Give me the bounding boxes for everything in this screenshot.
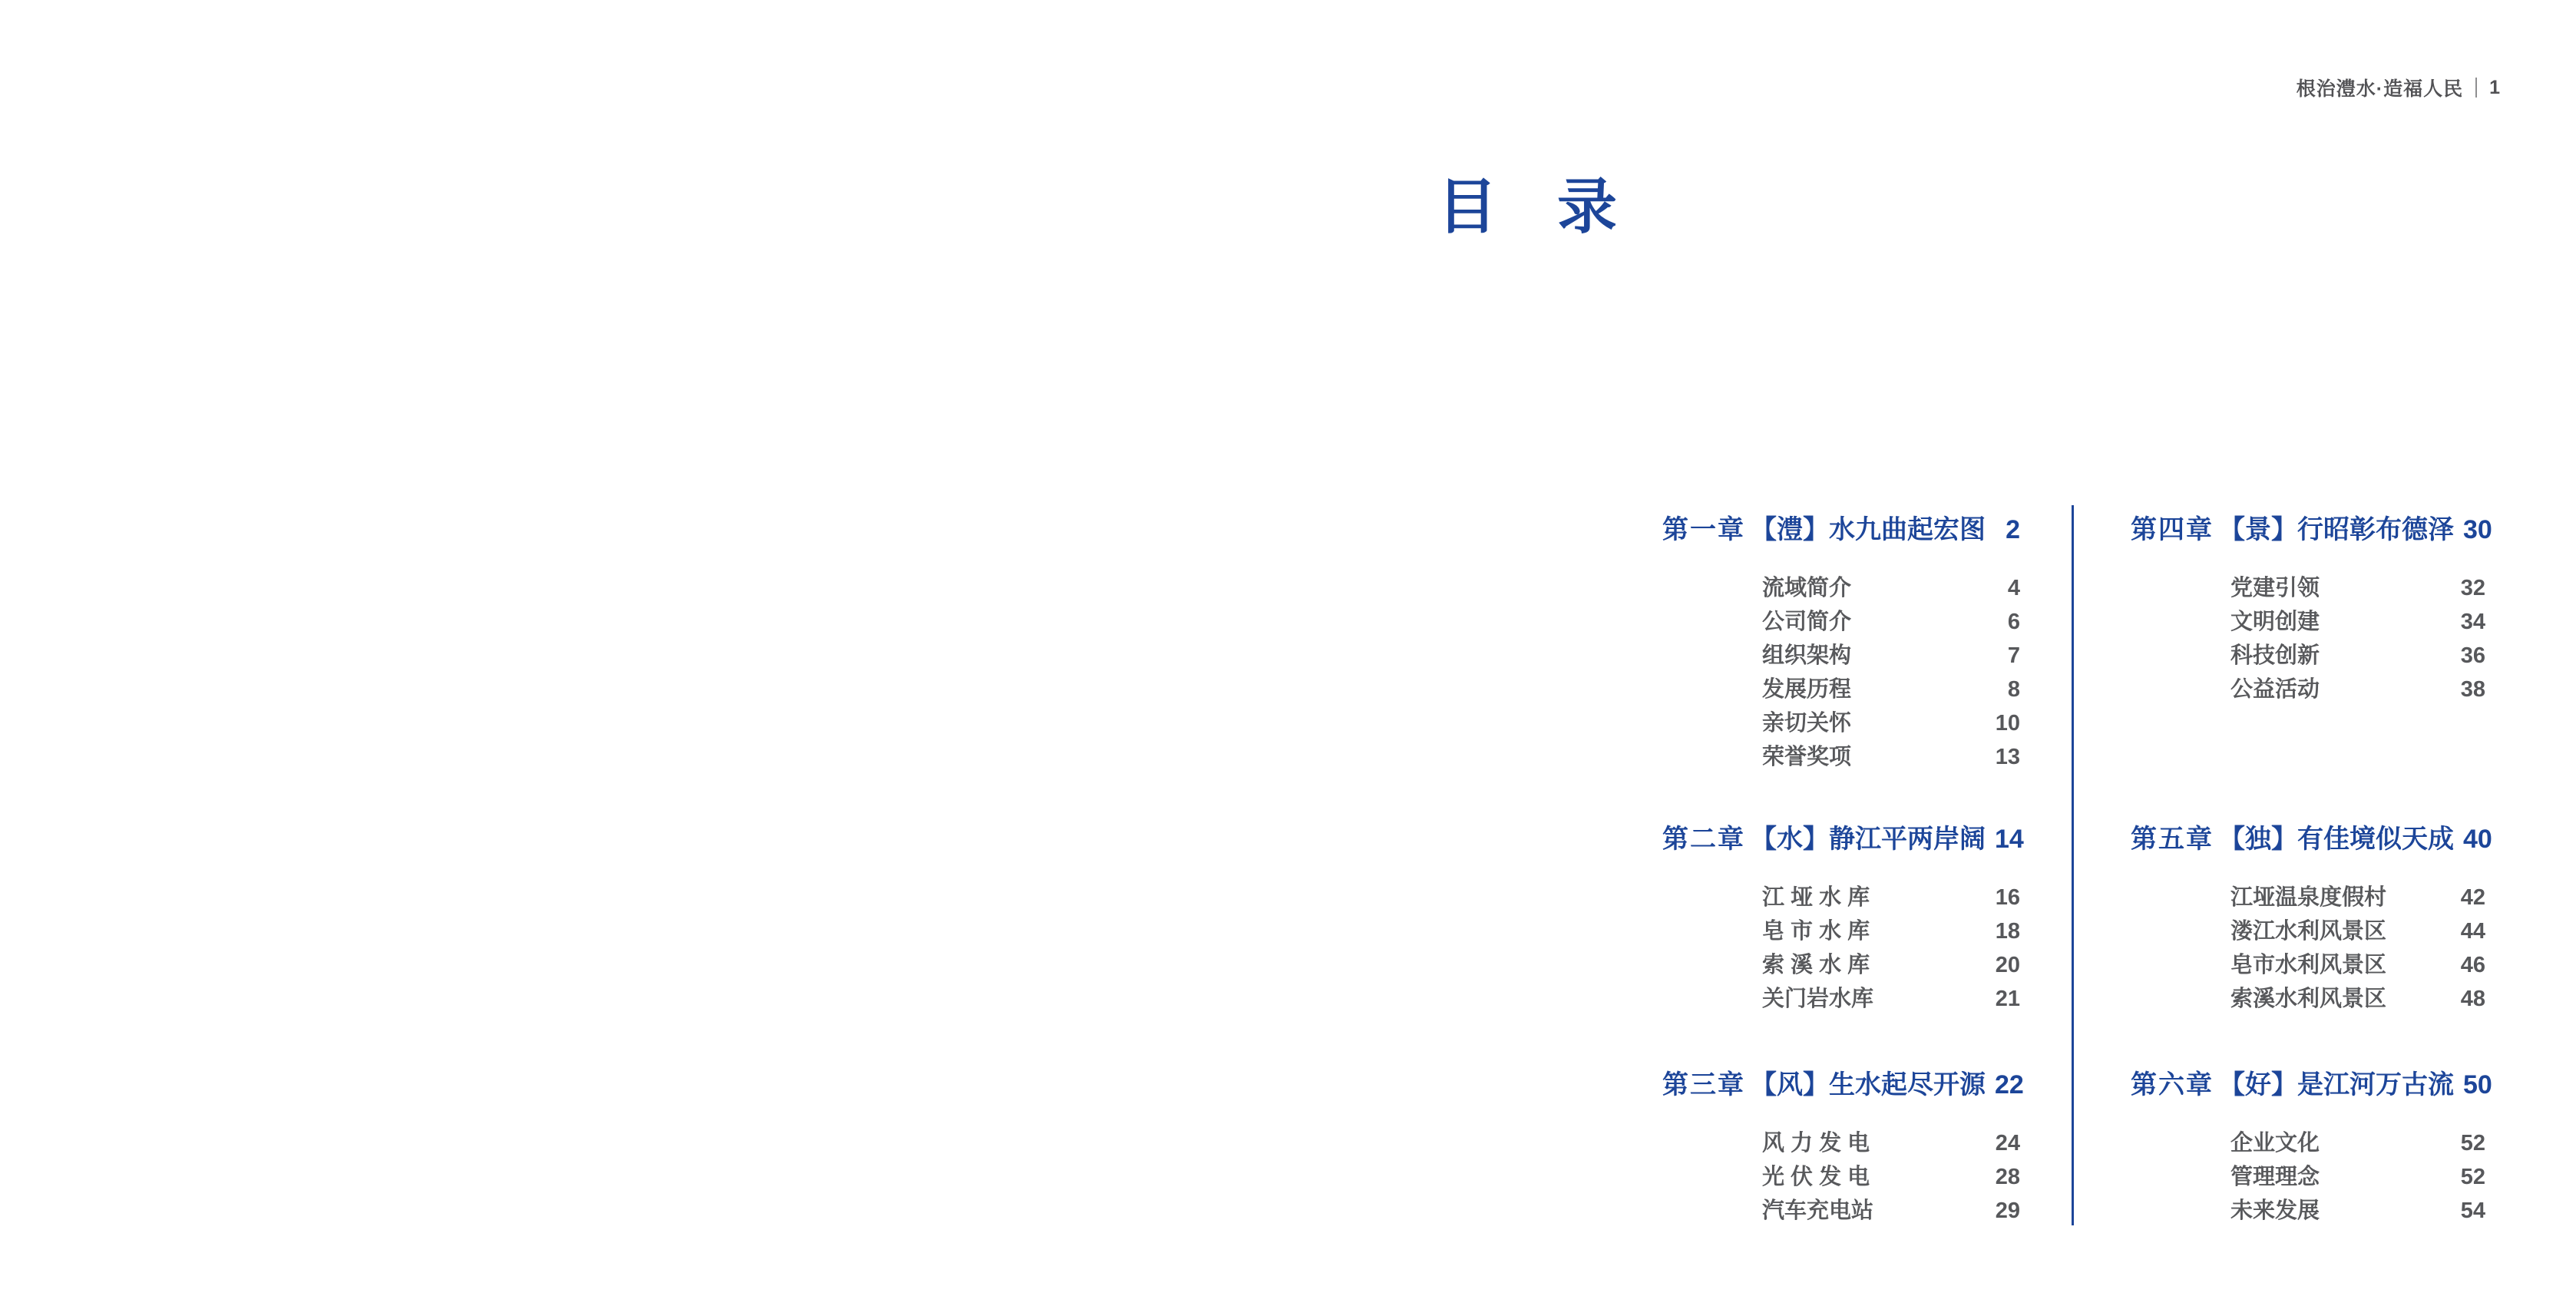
item-page-number: 20 xyxy=(1995,953,2020,977)
item-label: 公益活动 xyxy=(2230,677,2320,702)
item-label: 关门岩水库 xyxy=(1762,987,1874,1011)
toc-chapter-1 xyxy=(1662,514,2020,774)
item-page-number: 24 xyxy=(1995,1131,2020,1156)
toc-item[interactable] xyxy=(1762,639,2020,673)
toc-item[interactable] xyxy=(2230,881,2485,914)
item-label: 汽车充电站 xyxy=(1762,1199,1874,1223)
toc-item[interactable] xyxy=(1762,740,2020,774)
column-divider xyxy=(2072,505,2074,1225)
item-page-number: 46 xyxy=(2460,953,2485,977)
toc-item[interactable] xyxy=(2230,571,2485,605)
item-page-number: 10 xyxy=(1995,711,2020,736)
toc-item[interactable] xyxy=(1762,605,2020,639)
item-label: 党建引领 xyxy=(2230,576,2320,600)
header-slogan: 根治澧水·造福人民 xyxy=(2296,78,2464,100)
toc-chapter-2 xyxy=(1662,824,2024,1016)
item-page-number: 16 xyxy=(1995,885,2020,910)
chapter-page-number: 50 xyxy=(2463,1070,2492,1099)
item-page-number: 18 xyxy=(1995,919,2020,944)
toc-item[interactable] xyxy=(2230,673,2485,706)
item-label: 江垭温泉度假村 xyxy=(2230,885,2387,910)
item-label: 未来发展 xyxy=(2230,1199,2320,1223)
toc-item[interactable] xyxy=(1762,914,2020,948)
chapter-title: 【好】是江河万古流 xyxy=(2219,1070,2454,1099)
item-label: 风 力 发 电 xyxy=(1762,1131,1870,1156)
toc-item[interactable] xyxy=(1762,948,2020,982)
item-label: 江 垭 水 库 xyxy=(1762,885,1870,910)
toc-item[interactable] xyxy=(1762,1126,2020,1160)
toc-item[interactable] xyxy=(2230,948,2485,982)
item-label: 索 溪 水 库 xyxy=(1762,953,1870,977)
toc-chapter-6 xyxy=(2131,1070,2492,1228)
item-label: 荣誉奖项 xyxy=(1762,745,1852,769)
item-label: 公司简介 xyxy=(1762,610,1852,634)
item-label: 皂市水利风景区 xyxy=(2230,953,2387,977)
item-page-number: 6 xyxy=(2007,610,2020,634)
chapter-title: 【澧】水九曲起宏图 xyxy=(1751,515,1986,544)
item-page-number: 32 xyxy=(2460,576,2485,600)
chapter-label: 第三章 xyxy=(1662,1070,1745,1099)
item-label: 企业文化 xyxy=(2230,1131,2320,1156)
toc-item[interactable] xyxy=(1762,706,2020,740)
chapter-page-number: 40 xyxy=(2463,825,2492,854)
chapter-heading[interactable] xyxy=(2131,1070,2492,1100)
chapter-title: 【水】静江平两岸阔 xyxy=(1751,825,1986,854)
chapter-title: 【景】行昭彰布德泽 xyxy=(2219,515,2454,544)
item-page-number: 54 xyxy=(2460,1199,2485,1223)
chapter-heading[interactable] xyxy=(1662,1070,2024,1100)
chapter-label: 第二章 xyxy=(1662,825,1745,854)
toc-item[interactable] xyxy=(1762,982,2020,1016)
chapter-label: 第六章 xyxy=(2131,1070,2214,1099)
chapter-page-number: 14 xyxy=(1995,825,2024,854)
item-page-number: 29 xyxy=(1995,1199,2020,1223)
item-label: 流域简介 xyxy=(1762,576,1852,600)
item-label: 皂 市 水 库 xyxy=(1762,919,1870,944)
item-page-number: 7 xyxy=(2007,643,2020,668)
item-page-number: 52 xyxy=(2460,1165,2485,1189)
toc-chapter-5 xyxy=(2131,824,2492,1016)
chapter-label: 第五章 xyxy=(2131,825,2214,854)
toc-title: 目 录 xyxy=(1437,173,1618,240)
item-page-number: 48 xyxy=(2460,987,2485,1011)
toc-item[interactable] xyxy=(2230,982,2485,1016)
item-page-number: 34 xyxy=(2460,610,2485,634)
item-page-number: 13 xyxy=(1995,745,2020,769)
item-page-number: 28 xyxy=(1995,1165,2020,1189)
toc-chapter-3 xyxy=(1662,1070,2024,1228)
item-label: 亲切关怀 xyxy=(1762,711,1852,736)
item-label: 溇江水利风景区 xyxy=(2230,919,2387,944)
chapter-title: 【独】有佳境似天成 xyxy=(2219,825,2454,854)
chapter-heading[interactable] xyxy=(2131,824,2492,855)
item-label: 管理理念 xyxy=(2230,1165,2320,1189)
item-page-number: 44 xyxy=(2460,919,2485,944)
item-page-number: 52 xyxy=(2460,1131,2485,1156)
chapter-heading[interactable] xyxy=(1662,824,2024,855)
toc-item[interactable] xyxy=(1762,571,2020,605)
chapter-page-number: 2 xyxy=(2006,515,2020,544)
toc-item[interactable] xyxy=(1762,1194,2020,1228)
chapter-heading[interactable] xyxy=(1662,514,2020,545)
toc-chapter-4 xyxy=(2131,514,2492,706)
item-page-number: 8 xyxy=(2007,677,2020,702)
chapter-label: 第一章 xyxy=(1662,515,1745,544)
chapter-heading[interactable] xyxy=(2131,514,2492,545)
toc-item[interactable] xyxy=(2230,1126,2485,1160)
header-divider xyxy=(2475,78,2477,98)
toc-item[interactable] xyxy=(2230,914,2485,948)
chapter-page-number: 22 xyxy=(1995,1070,2024,1099)
item-page-number: 21 xyxy=(1995,987,2020,1011)
toc-item[interactable] xyxy=(1762,673,2020,706)
page-header xyxy=(2297,74,2501,101)
item-label: 组织架构 xyxy=(1762,643,1852,668)
toc-item[interactable] xyxy=(2230,1160,2485,1194)
chapter-title: 【风】生水起尽开源 xyxy=(1751,1070,1986,1099)
item-page-number: 36 xyxy=(2460,643,2485,668)
item-label: 文明创建 xyxy=(2230,610,2320,634)
item-label: 发展历程 xyxy=(1762,677,1852,702)
item-page-number: 42 xyxy=(2460,885,2485,910)
toc-item[interactable] xyxy=(2230,605,2485,639)
item-label: 索溪水利风景区 xyxy=(2230,987,2387,1011)
toc-item[interactable] xyxy=(2230,639,2485,673)
toc-item[interactable] xyxy=(1762,881,2020,914)
item-label: 科技创新 xyxy=(2230,643,2320,668)
chapter-label: 第四章 xyxy=(2131,515,2214,544)
item-page-number: 38 xyxy=(2460,677,2485,702)
item-label: 光 伏 发 电 xyxy=(1762,1165,1870,1189)
toc-item[interactable] xyxy=(2230,1194,2485,1228)
chapter-page-number: 30 xyxy=(2463,515,2492,544)
item-page-number: 4 xyxy=(2007,576,2020,600)
toc-item[interactable] xyxy=(1762,1160,2020,1194)
header-page-number: 1 xyxy=(2489,76,2501,98)
